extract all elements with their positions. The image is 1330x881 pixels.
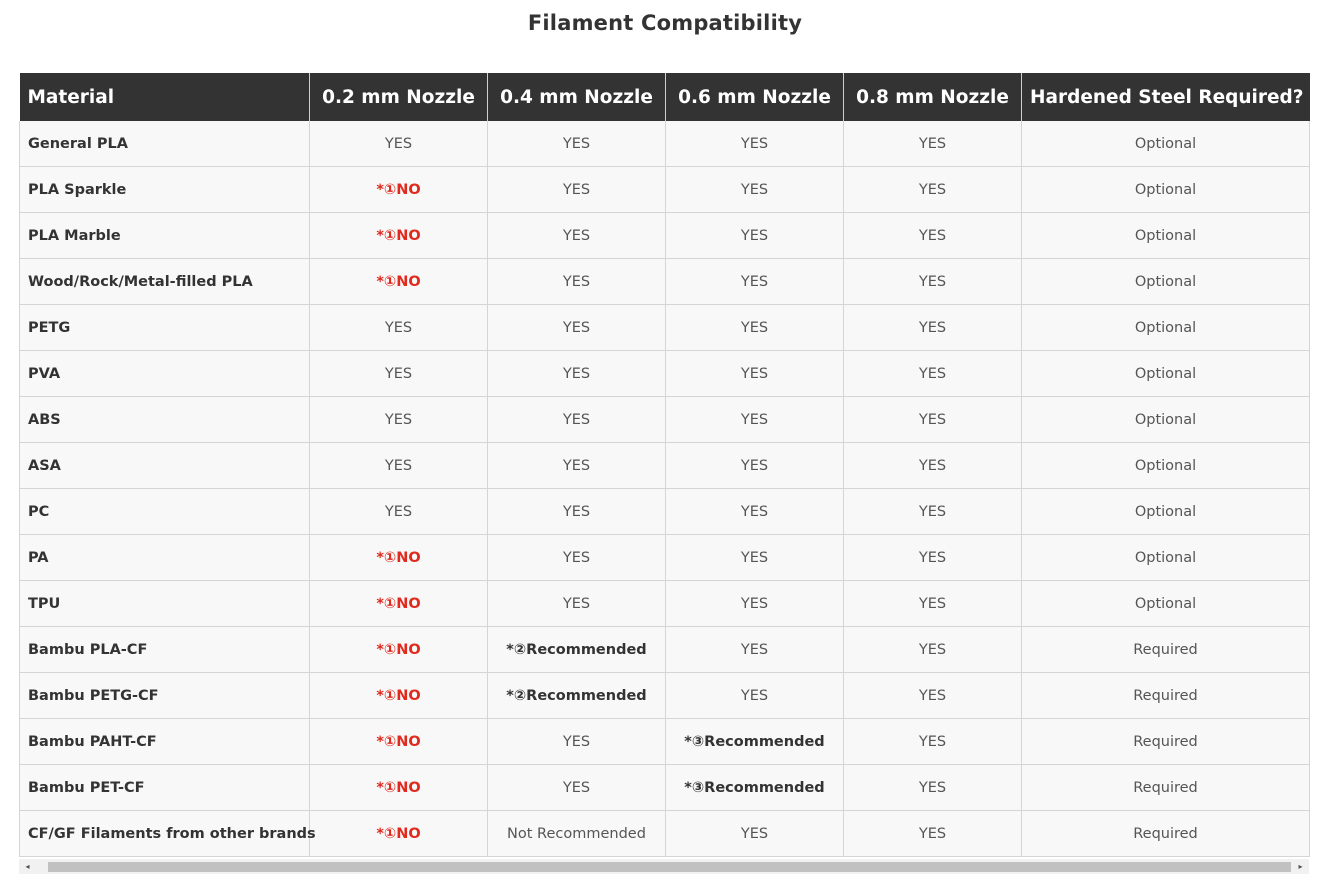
table-row [20,305,1310,351]
cell-nozzle-0-4: YES [488,351,666,397]
table-row [20,167,1310,213]
scrollbar-thumb[interactable] [48,862,1291,872]
cell-nozzle-0-8: YES [844,213,1022,259]
cell-nozzle-0-8: YES [844,351,1022,397]
cell-material: Bambu PAHT-CF [20,719,310,765]
cell-hardened-steel: Optional [1022,213,1310,259]
cell-nozzle-0-2: *①NO [310,673,488,719]
cell-nozzle-0-6: YES [666,305,844,351]
scroll-right-arrow-icon[interactable]: ▸ [1298,862,1303,871]
cell-nozzle-0-8: YES [844,443,1022,489]
table-header-row [20,73,1310,121]
cell-nozzle-0-6: YES [666,167,844,213]
cell-nozzle-0-2: *①NO [310,719,488,765]
cell-nozzle-0-2: *①NO [310,259,488,305]
cell-nozzle-0-6: YES [666,811,844,857]
cell-hardened-steel: Required [1022,673,1310,719]
cell-nozzle-0-6: YES [666,259,844,305]
table-row [20,489,1310,535]
cell-material: Bambu PETG-CF [20,673,310,719]
cell-nozzle-0-6: *③Recommended [666,765,844,811]
cell-hardened-steel: Optional [1022,305,1310,351]
cell-nozzle-0-4: YES [488,121,666,167]
cell-nozzle-0-2: YES [310,305,488,351]
cell-hardened-steel: Optional [1022,121,1310,167]
compatibility-table [19,73,1310,857]
cell-nozzle-0-4: *②Recommended [488,673,666,719]
cell-hardened-steel: Required [1022,811,1310,857]
cell-nozzle-0-8: YES [844,397,1022,443]
cell-material: PVA [20,351,310,397]
table-row [20,627,1310,673]
cell-nozzle-0-8: YES [844,535,1022,581]
table-row [20,121,1310,167]
cell-nozzle-0-6: YES [666,581,844,627]
cell-nozzle-0-8: YES [844,581,1022,627]
cell-material: CF/GF Filaments from other brands [20,811,310,857]
table-row [20,213,1310,259]
header-material: Material [20,73,310,121]
cell-hardened-steel: Optional [1022,167,1310,213]
cell-nozzle-0-6: YES [666,673,844,719]
header-nozzle-0-2: 0.2 mm Nozzle [310,73,488,121]
table-row [20,581,1310,627]
cell-nozzle-0-4: *②Recommended [488,627,666,673]
cell-nozzle-0-4: YES [488,581,666,627]
cell-material: General PLA [20,121,310,167]
cell-nozzle-0-8: YES [844,673,1022,719]
cell-nozzle-0-2: YES [310,397,488,443]
table-row [20,719,1310,765]
cell-hardened-steel: Required [1022,627,1310,673]
cell-nozzle-0-4: YES [488,719,666,765]
cell-material: PC [20,489,310,535]
cell-nozzle-0-6: YES [666,535,844,581]
page-title: Filament Compatibility [527,11,803,35]
scroll-left-arrow-icon[interactable]: ◂ [25,862,30,871]
cell-nozzle-0-2: YES [310,489,488,535]
table-row [20,259,1310,305]
cell-nozzle-0-4: YES [488,765,666,811]
cell-nozzle-0-6: YES [666,351,844,397]
cell-nozzle-0-6: YES [666,213,844,259]
cell-nozzle-0-2: *①NO [310,765,488,811]
cell-nozzle-0-4: Not Recommended [488,811,666,857]
table-row [20,351,1310,397]
cell-nozzle-0-2: *①NO [310,581,488,627]
cell-nozzle-0-4: YES [488,489,666,535]
table-row [20,811,1310,857]
cell-nozzle-0-4: YES [488,167,666,213]
cell-nozzle-0-6: YES [666,443,844,489]
cell-nozzle-0-8: YES [844,719,1022,765]
cell-nozzle-0-4: YES [488,443,666,489]
cell-hardened-steel: Required [1022,719,1310,765]
cell-nozzle-0-6: YES [666,489,844,535]
header-nozzle-0-4: 0.4 mm Nozzle [488,73,666,121]
cell-material: Bambu PET-CF [20,765,310,811]
horizontal-scrollbar[interactable] [19,859,1309,874]
cell-material: ASA [20,443,310,489]
table-row [20,673,1310,719]
table-row [20,765,1310,811]
cell-hardened-steel: Required [1022,765,1310,811]
cell-hardened-steel: Optional [1022,259,1310,305]
cell-nozzle-0-4: YES [488,535,666,581]
cell-hardened-steel: Optional [1022,535,1310,581]
cell-hardened-steel: Optional [1022,443,1310,489]
cell-nozzle-0-4: YES [488,259,666,305]
cell-material: TPU [20,581,310,627]
cell-nozzle-0-2: YES [310,121,488,167]
cell-nozzle-0-2: *①NO [310,535,488,581]
cell-nozzle-0-8: YES [844,259,1022,305]
cell-nozzle-0-6: YES [666,121,844,167]
cell-nozzle-0-8: YES [844,489,1022,535]
cell-hardened-steel: Optional [1022,489,1310,535]
cell-nozzle-0-6: YES [666,397,844,443]
cell-nozzle-0-2: YES [310,443,488,489]
cell-hardened-steel: Optional [1022,351,1310,397]
header-nozzle-0-8: 0.8 mm Nozzle [844,73,1022,121]
cell-material: PA [20,535,310,581]
cell-nozzle-0-4: YES [488,305,666,351]
cell-material: PLA Marble [20,213,310,259]
cell-nozzle-0-8: YES [844,167,1022,213]
cell-nozzle-0-8: YES [844,627,1022,673]
cell-material: Bambu PLA-CF [20,627,310,673]
table-row [20,397,1310,443]
cell-nozzle-0-2: *①NO [310,811,488,857]
cell-hardened-steel: Optional [1022,397,1310,443]
cell-nozzle-0-8: YES [844,811,1022,857]
header-hardened-steel: Hardened Steel Required? [1022,73,1310,121]
cell-nozzle-0-8: YES [844,121,1022,167]
cell-nozzle-0-8: YES [844,305,1022,351]
cell-nozzle-0-2: *①NO [310,167,488,213]
cell-nozzle-0-4: YES [488,213,666,259]
table-row [20,443,1310,489]
header-nozzle-0-6: 0.6 mm Nozzle [666,73,844,121]
cell-nozzle-0-2: YES [310,351,488,397]
cell-nozzle-0-8: YES [844,765,1022,811]
cell-nozzle-0-4: YES [488,397,666,443]
cell-nozzle-0-2: *①NO [310,627,488,673]
cell-nozzle-0-6: YES [666,627,844,673]
cell-material: PETG [20,305,310,351]
table-body [20,121,1310,857]
cell-material: ABS [20,397,310,443]
cell-nozzle-0-2: *①NO [310,213,488,259]
cell-material: Wood/Rock/Metal-filled PLA [20,259,310,305]
cell-hardened-steel: Optional [1022,581,1310,627]
table-row [20,535,1310,581]
compatibility-table-container [19,73,1309,857]
cell-nozzle-0-6: *③Recommended [666,719,844,765]
cell-material: PLA Sparkle [20,167,310,213]
